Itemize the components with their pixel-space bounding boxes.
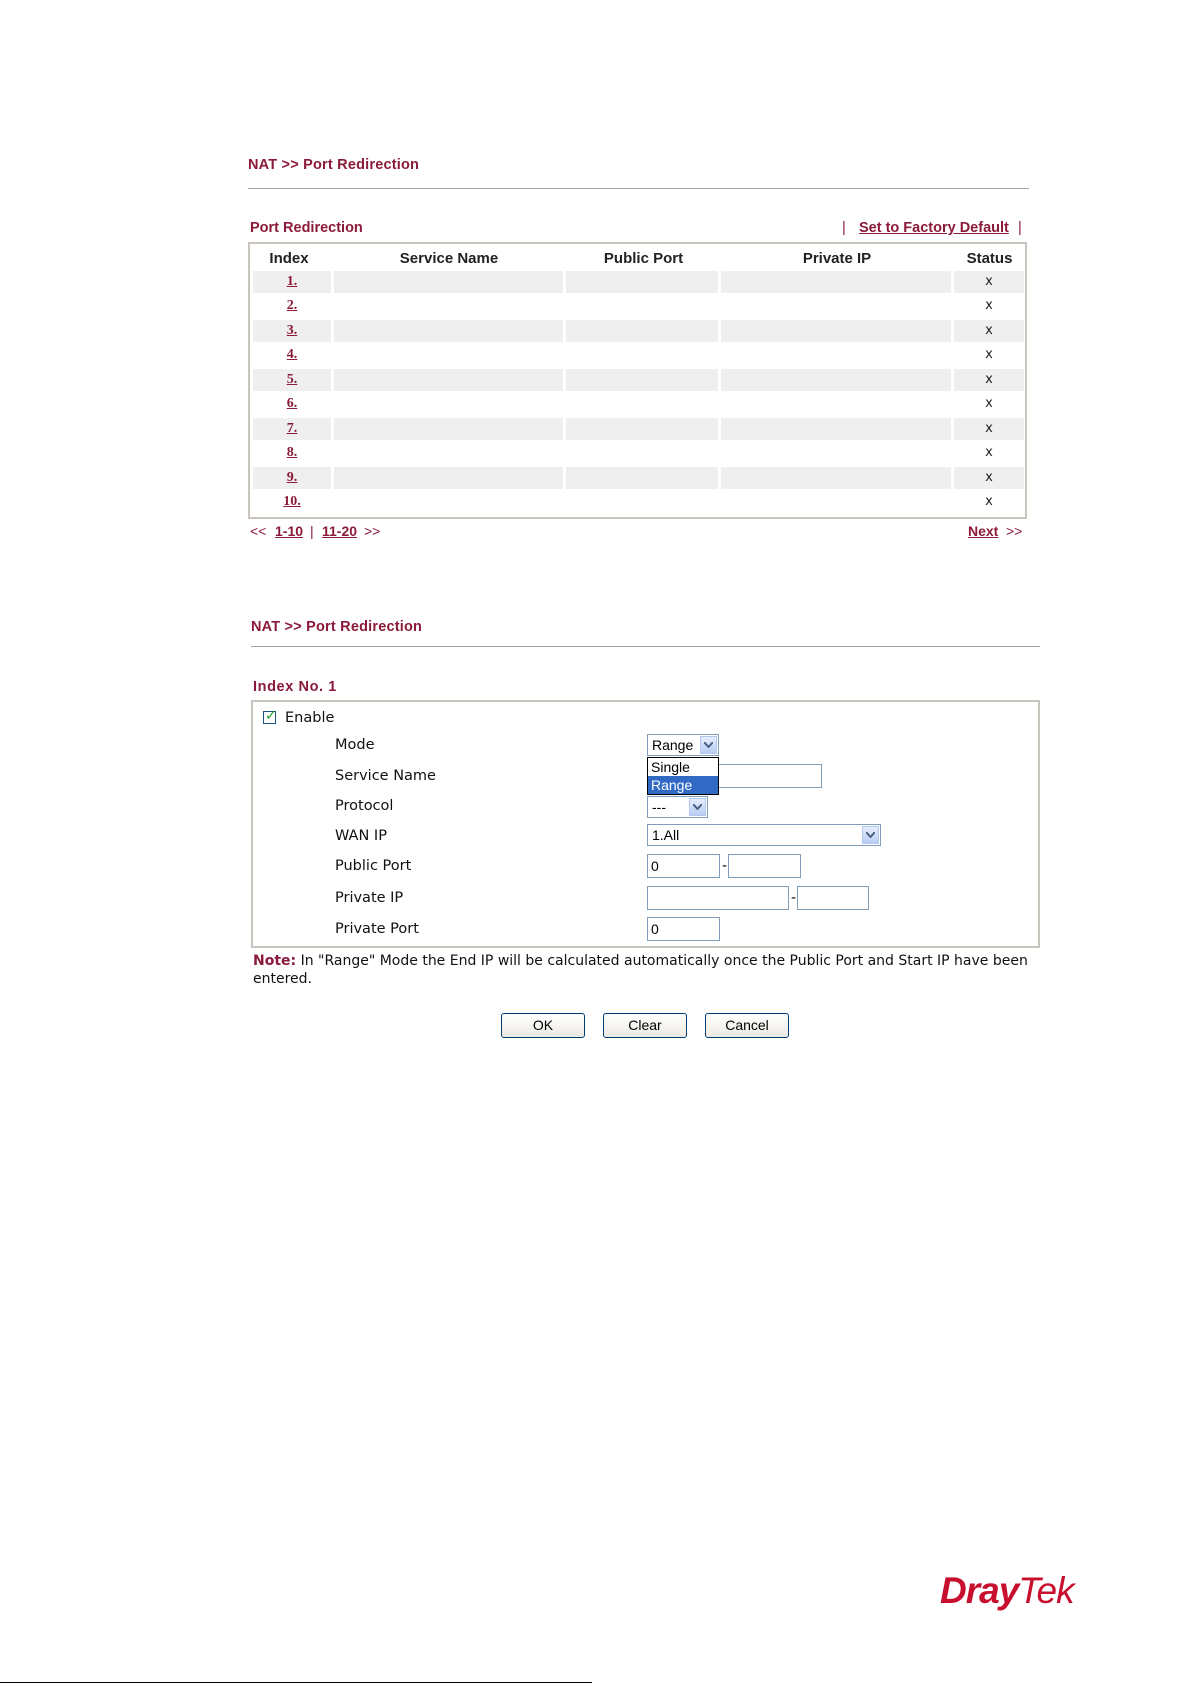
enable-label: Enable [285, 710, 335, 726]
protocol-select[interactable] [647, 796, 708, 818]
row-status: x [954, 271, 1024, 293]
row-public-port [566, 295, 718, 317]
row-public-port [566, 271, 718, 293]
wan-ip-value: 1.All [652, 827, 680, 843]
wan-ip-label: WAN IP [335, 828, 387, 844]
chevron-down-icon[interactable] [700, 736, 717, 754]
row-public-port [566, 369, 718, 391]
chevron-down-icon[interactable] [689, 798, 706, 816]
row-public-port [566, 320, 718, 342]
row-private-ip [721, 418, 951, 440]
table-row [253, 467, 1024, 489]
row-index-link[interactable]: 2. [286, 298, 298, 313]
private-ip-label: Private IP [335, 890, 404, 906]
table-row [253, 491, 1024, 513]
row-service-name [334, 369, 563, 391]
row-private-ip [721, 491, 951, 513]
row-index-link[interactable]: 6. [286, 396, 298, 411]
row-index-link[interactable]: 9. [253, 467, 331, 489]
table-header [250, 244, 1025, 270]
row-status: x [985, 347, 993, 362]
private-port-input[interactable]: 0 [647, 917, 720, 941]
row-status: x [954, 467, 1024, 489]
row-service-name [334, 344, 563, 366]
pager-prev: << [250, 523, 267, 539]
row-private-ip [721, 369, 951, 391]
row-public-port [566, 418, 718, 440]
public-port-label: Public Port [335, 858, 412, 874]
row-private-ip [721, 295, 951, 317]
ok-button[interactable]: OK [501, 1013, 585, 1038]
row-public-port [566, 344, 718, 366]
mode-select[interactable] [647, 734, 719, 756]
row-public-port [566, 467, 718, 489]
table-row [253, 393, 1024, 415]
table-row [253, 442, 1024, 464]
row-private-ip [721, 393, 951, 415]
row-service-name [334, 320, 563, 342]
col-private-ip: Private IP [802, 250, 872, 267]
col-index: Index [269, 250, 309, 267]
edit-breadcrumb: NAT >> Port Redirection [251, 619, 423, 635]
pager-range-1-10[interactable]: 1-10 [275, 523, 304, 539]
public-port-start-input[interactable]: 0 [647, 854, 720, 878]
pager-arrows: >> [364, 523, 381, 539]
table-row [253, 295, 1024, 317]
row-service-name [334, 491, 563, 513]
factory-sep-right: | [1018, 220, 1022, 236]
table-row [253, 369, 1024, 391]
row-service-name [334, 295, 563, 317]
mode-value: Range [652, 737, 694, 753]
row-index-link[interactable]: 3. [253, 320, 331, 342]
row-private-ip [721, 442, 951, 464]
mode-option-range[interactable]: Range [648, 776, 718, 794]
row-private-ip [721, 344, 951, 366]
row-service-name [334, 418, 563, 440]
col-public-port: Public Port [603, 250, 684, 267]
mode-dropdown-list [647, 757, 719, 795]
table-row [253, 320, 1024, 342]
row-service-name [334, 442, 563, 464]
index-title: Index No. 1 [253, 679, 337, 695]
row-index-link[interactable]: 10. [283, 494, 301, 509]
row-service-name [334, 467, 563, 489]
checkmark-icon: ✓ [265, 708, 277, 724]
col-service-name: Service Name [399, 250, 499, 267]
note-label: Note: [253, 953, 297, 969]
service-name-label: Service Name [335, 768, 436, 784]
row-index-link[interactable]: 5. [253, 369, 331, 391]
pager-range-11-20[interactable]: 11-20 [322, 523, 358, 539]
list-breadcrumb: NAT >> Port Redirection [248, 157, 420, 173]
table-row [253, 344, 1024, 366]
row-status: x [985, 298, 993, 313]
row-status: x [954, 418, 1024, 440]
port-redirection-table [248, 242, 1027, 519]
row-public-port [566, 491, 718, 513]
mode-option-single[interactable]: Single [651, 759, 690, 775]
private-ip-dash: - [791, 890, 797, 906]
private-ip-start-input[interactable] [647, 886, 789, 910]
footer-rule [0, 1682, 592, 1683]
cancel-button[interactable]: Cancel [705, 1013, 789, 1038]
row-public-port [566, 442, 718, 464]
row-status: x [985, 445, 993, 460]
edit-divider [251, 646, 1040, 647]
table-row [253, 418, 1024, 440]
range-mode-note [253, 952, 1043, 988]
list-divider [248, 188, 1029, 189]
logo-dray: Dray [940, 1570, 1019, 1611]
list-section-title: Port Redirection [250, 220, 363, 236]
row-status: x [985, 396, 993, 411]
private-port-label: Private Port [335, 921, 419, 937]
col-status: Status [966, 250, 1013, 267]
row-status: x [954, 320, 1024, 342]
row-service-name [334, 271, 563, 293]
clear-button[interactable]: Clear [603, 1013, 687, 1038]
row-service-name [334, 393, 563, 415]
row-status: x [985, 494, 993, 509]
row-index-link[interactable]: 1. [253, 271, 331, 293]
note-text: In "Range" Mode the End IP will be calculated automatically once the Public Port and Start IP have been entered. [253, 953, 1028, 987]
draytek-logo [940, 1570, 1074, 1612]
row-private-ip [721, 320, 951, 342]
pager-sep: | [310, 523, 314, 539]
row-index-link[interactable]: 7. [253, 418, 331, 440]
pager-next-arrows: >> [1006, 523, 1023, 539]
mode-label: Mode [335, 737, 375, 753]
protocol-label: Protocol [335, 798, 394, 814]
private-ip-end-input[interactable] [797, 886, 869, 910]
set-factory-default-link[interactable]: Set to Factory Default [859, 220, 1009, 236]
public-port-dash: - [722, 858, 728, 874]
row-public-port [566, 393, 718, 415]
wan-ip-select[interactable] [647, 824, 881, 846]
protocol-value: --- [652, 799, 666, 815]
public-port-end-input[interactable] [728, 854, 801, 878]
logo-tek: Tek [1018, 1570, 1074, 1611]
row-status: x [954, 369, 1024, 391]
table-row [253, 271, 1024, 293]
pager-next-link[interactable]: Next [968, 523, 999, 539]
factory-sep-left: | [842, 220, 846, 236]
row-private-ip [721, 271, 951, 293]
row-index-link[interactable]: 8. [286, 445, 298, 460]
row-index-link[interactable]: 4. [286, 347, 298, 362]
chevron-down-icon[interactable] [862, 826, 879, 844]
row-private-ip [721, 467, 951, 489]
enable-checkbox[interactable] [263, 708, 277, 724]
